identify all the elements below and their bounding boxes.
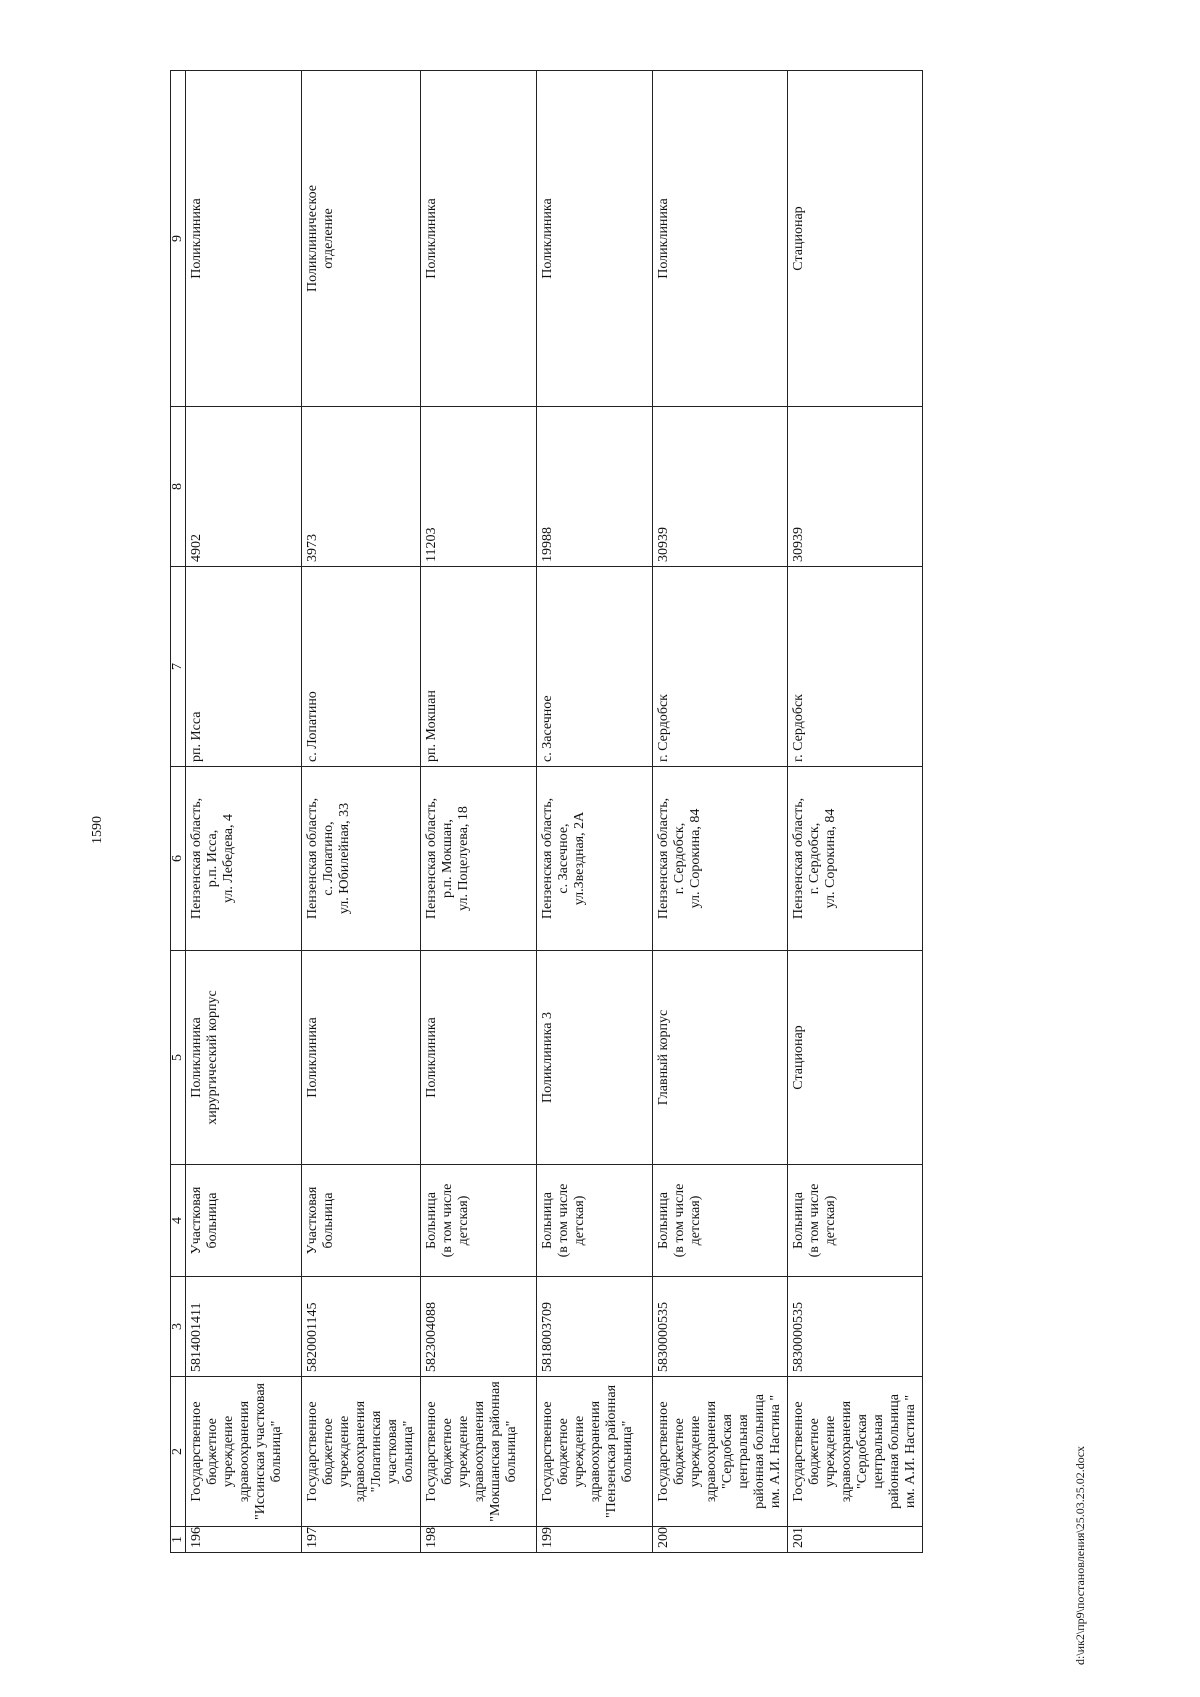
- building-cell: [788, 951, 923, 1165]
- locality-cell: с. Лопатино: [302, 567, 421, 767]
- page-number: 1590: [90, 816, 105, 844]
- unit-cell: [653, 71, 788, 407]
- cell-line: Стационар: [791, 206, 806, 271]
- locality-cell: с. Засечное: [537, 567, 653, 767]
- cell-line: Поликлиника: [424, 1017, 439, 1098]
- cell-line: р.п. Мокшан,: [440, 819, 455, 898]
- cell-line: здравоохранения: [353, 1400, 368, 1503]
- institution-name-cell: [653, 1377, 788, 1527]
- cell-line: Стационар: [791, 1025, 806, 1090]
- building-cell: [653, 951, 788, 1165]
- cell-line: отделение: [321, 208, 336, 269]
- column-header: 1: [171, 1527, 186, 1553]
- population-cell: 11203: [421, 407, 537, 567]
- unit-cell: [537, 71, 653, 407]
- table-row: [653, 71, 788, 1553]
- institution-name-cell: [302, 1377, 421, 1527]
- cell-line: Государственное: [791, 1401, 806, 1502]
- address-cell: [186, 767, 302, 951]
- table-row: [186, 71, 302, 1553]
- unit-cell: [186, 71, 302, 407]
- cell-line: Пензенская область,: [656, 797, 671, 920]
- building-cell: [186, 951, 302, 1165]
- cell-line: Поликлиника: [424, 198, 439, 279]
- cell-line: Пензенская область,: [791, 797, 806, 920]
- column-header: 2: [171, 1377, 186, 1527]
- cell-line: "Иссинская участковая: [253, 1383, 268, 1520]
- cell-line: Пензенская область,: [305, 797, 320, 920]
- institution-name-cell: [788, 1377, 923, 1527]
- cell-line: (в том числе: [807, 1183, 822, 1258]
- cell-line: больница": [620, 1420, 635, 1483]
- cell-line: Пензенская область,: [424, 797, 439, 920]
- inn-cell: 5820001145: [302, 1277, 421, 1377]
- cell-line: бюджетное учреждение: [807, 1415, 838, 1488]
- unit-cell: [421, 71, 537, 407]
- inn-cell: 5818003709: [537, 1277, 653, 1377]
- cell-line: им. А.И. Настина ": [768, 1394, 783, 1509]
- address-cell: [421, 767, 537, 951]
- cell-line: Поликлиника: [305, 1017, 320, 1098]
- cell-line: Больница: [540, 1192, 555, 1249]
- address-cell: [302, 767, 421, 951]
- cell-line: здравоохранения: [237, 1400, 252, 1503]
- table-row: [421, 71, 537, 1553]
- building-cell: [302, 951, 421, 1165]
- table-row: [302, 71, 421, 1553]
- cell-line: Поликлиника: [656, 198, 671, 279]
- address-cell: [653, 767, 788, 951]
- cell-line: Поликлиника: [189, 198, 204, 279]
- column-header: 7: [171, 567, 186, 767]
- institution-name-cell: [421, 1377, 537, 1527]
- cell-line: "Пензенская районная: [604, 1384, 619, 1519]
- cell-line: больница": [504, 1420, 519, 1483]
- cell-line: г. Сердобск,: [672, 822, 687, 895]
- cell-line: детская): [823, 1195, 838, 1246]
- cell-line: районная больница: [887, 1394, 902, 1509]
- cell-line: Больница: [424, 1192, 439, 1249]
- address-cell: [537, 767, 653, 951]
- row-number-cell: 200: [653, 1527, 788, 1553]
- cell-line: районная больница: [752, 1394, 767, 1509]
- institution-type-cell: [788, 1165, 923, 1277]
- cell-line: больница": [401, 1420, 416, 1483]
- cell-line: бюджетное учреждение: [440, 1415, 471, 1488]
- institution-type-cell: [302, 1165, 421, 1277]
- cell-line: ул. Юбилейная, 33: [337, 802, 352, 915]
- cell-line: Поликлиника: [540, 198, 555, 279]
- cell-line: "Сердобская центральная: [855, 1414, 886, 1489]
- table-row: [537, 71, 653, 1553]
- table-row: [788, 71, 923, 1553]
- cell-line: Поликлиника 3: [540, 1012, 555, 1103]
- institution-name-cell: [537, 1377, 653, 1527]
- cell-line: здравоохранения: [472, 1400, 487, 1503]
- locality-cell: г. Сердобск: [653, 567, 788, 767]
- institution-name-cell: [186, 1377, 302, 1527]
- building-cell: [421, 951, 537, 1165]
- cell-line: "Лопатинская участковая: [369, 1410, 400, 1493]
- cell-line: Пензенская область,: [540, 797, 555, 920]
- building-cell: [537, 951, 653, 1165]
- cell-line: Государственное: [656, 1401, 671, 1502]
- cell-line: Больница: [791, 1192, 806, 1249]
- cell-line: больница: [321, 1192, 336, 1249]
- cell-line: Государственное: [305, 1401, 320, 1502]
- cell-line: р.п. Исса,: [205, 829, 220, 888]
- cell-line: Участковая: [305, 1186, 320, 1255]
- column-header: 9: [171, 71, 186, 407]
- locality-cell: рп. Исса: [186, 567, 302, 767]
- inn-cell: 5823004088: [421, 1277, 537, 1377]
- cell-line: ул. Сорокина, 84: [823, 808, 838, 909]
- cell-line: бюджетное учреждение: [321, 1415, 352, 1488]
- row-number-cell: 196: [186, 1527, 302, 1553]
- population-cell: 3973: [302, 407, 421, 567]
- cell-line: с. Лопатино,: [321, 821, 336, 896]
- cell-line: ул. Лебедева, 4: [221, 814, 236, 903]
- cell-line: ул. Поцелуева, 18: [456, 806, 471, 911]
- cell-line: бюджетное учреждение: [205, 1415, 236, 1488]
- cell-line: "Сердобская центральная: [720, 1414, 751, 1489]
- address-cell: [788, 767, 923, 951]
- cell-line: Государственное: [424, 1401, 439, 1502]
- column-header: 8: [171, 407, 186, 567]
- institution-type-cell: [186, 1165, 302, 1277]
- population-cell: 19988: [537, 407, 653, 567]
- cell-line: детская): [456, 1195, 471, 1246]
- locality-cell: рп. Мокшан: [421, 567, 537, 767]
- unit-cell: [788, 71, 923, 407]
- population-cell: 30939: [653, 407, 788, 567]
- locality-cell: г. Сердобск: [788, 567, 923, 767]
- inn-cell: 5830000535: [788, 1277, 923, 1377]
- cell-line: Главный корпус: [656, 1009, 671, 1106]
- cell-line: больница: [205, 1192, 220, 1249]
- row-number-cell: 198: [421, 1527, 537, 1553]
- cell-line: бюджетное учреждение: [672, 1415, 703, 1488]
- cell-line: Участковая: [189, 1186, 204, 1255]
- column-header: 4: [171, 1165, 186, 1277]
- cell-line: Государственное: [540, 1401, 555, 1502]
- unit-cell: [302, 71, 421, 407]
- row-number-cell: 199: [537, 1527, 653, 1553]
- inn-cell: 5830000535: [653, 1277, 788, 1377]
- cell-line: г. Сердобск,: [807, 822, 822, 895]
- cell-line: ул. Сорокина, 84: [688, 808, 703, 909]
- column-number-row: [171, 71, 186, 1553]
- rotated-table-container: [170, 71, 1035, 1553]
- cell-line: (в том числе: [440, 1183, 455, 1258]
- cell-line: им. А.И. Настина ": [903, 1394, 918, 1509]
- cell-line: детская): [572, 1195, 587, 1246]
- cell-line: "Мокшанская районная: [488, 1381, 503, 1522]
- cell-line: больница": [269, 1420, 284, 1483]
- cell-line: Больница: [656, 1192, 671, 1249]
- column-header: 6: [171, 767, 186, 951]
- cell-line: бюджетное учреждение: [556, 1415, 587, 1488]
- institution-type-cell: [653, 1165, 788, 1277]
- column-header: 3: [171, 1277, 186, 1377]
- cell-line: Поликлиническое: [305, 185, 320, 292]
- row-number-cell: 197: [302, 1527, 421, 1553]
- cell-line: Поликлиника: [189, 1017, 204, 1098]
- cell-line: ул.Звездная, 2А: [572, 811, 587, 906]
- cell-line: (в том числе: [672, 1183, 687, 1258]
- institution-type-cell: [421, 1165, 537, 1277]
- inn-cell: 5814001411: [186, 1277, 302, 1377]
- institution-type-cell: [537, 1165, 653, 1277]
- population-cell: 30939: [788, 407, 923, 567]
- file-path-footer: d:\ик2\пр9\постановления\25.03.25.02.docx: [1073, 1445, 1087, 1665]
- cell-line: хирургический корпус: [205, 990, 220, 1125]
- cell-line: Государственное: [189, 1401, 204, 1502]
- population-cell: 4902: [186, 407, 302, 567]
- cell-line: здравоохранения: [704, 1400, 719, 1503]
- cell-line: здравоохранения: [839, 1400, 854, 1503]
- cell-line: с. Засечное,: [556, 823, 571, 894]
- column-header: 5: [171, 951, 186, 1165]
- cell-line: здравоохранения: [588, 1400, 603, 1503]
- cell-line: детская): [688, 1195, 703, 1246]
- institutions-table: [170, 70, 923, 1553]
- cell-line: Пензенская область,: [189, 797, 204, 920]
- cell-line: (в том числе: [556, 1183, 571, 1258]
- row-number-cell: 201: [788, 1527, 923, 1553]
